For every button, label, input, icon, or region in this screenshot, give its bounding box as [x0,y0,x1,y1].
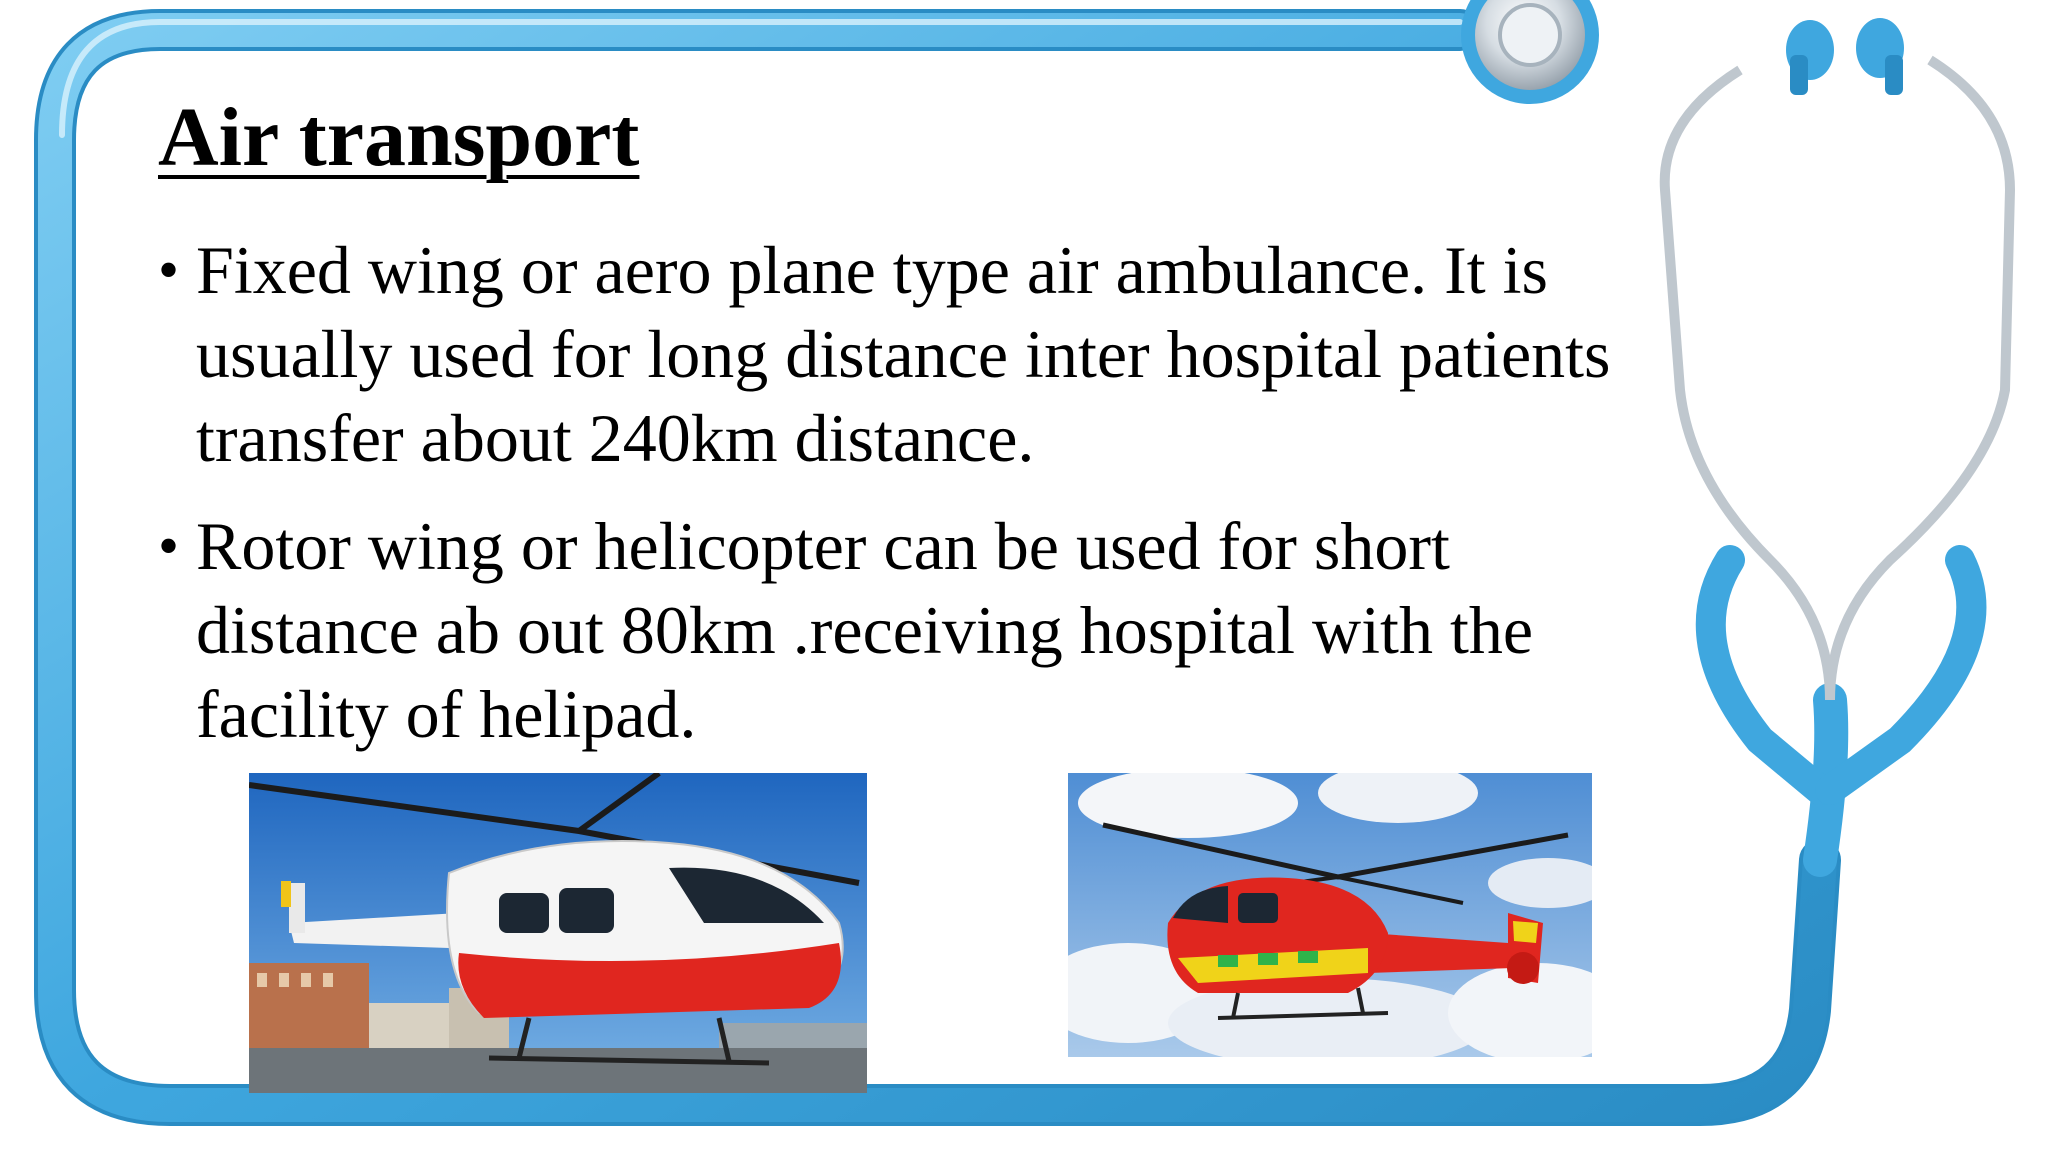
bullet-item [158,504,1798,756]
slide-title: Air transport [158,91,640,184]
bullet-line: usually used for long distance inter hospital patients [196,316,1611,392]
bullet-line: distance ab out 80km .receiving hospital with the [196,592,1534,668]
bullet-line: • Fixed wing or aero plane type air ambulance. It is [196,232,1548,308]
helicopter-photo-right [1068,773,1592,1057]
bullet-line: transfer about 240km distance. [196,400,1035,476]
helicopter-photo-left [249,773,867,1093]
bullet-list [158,228,1798,780]
bullet-line: facility of helipad. [196,676,697,752]
bullet-item [158,228,1798,480]
bullet-line: • Rotor wing or helicopter can be used for short [196,508,1450,584]
